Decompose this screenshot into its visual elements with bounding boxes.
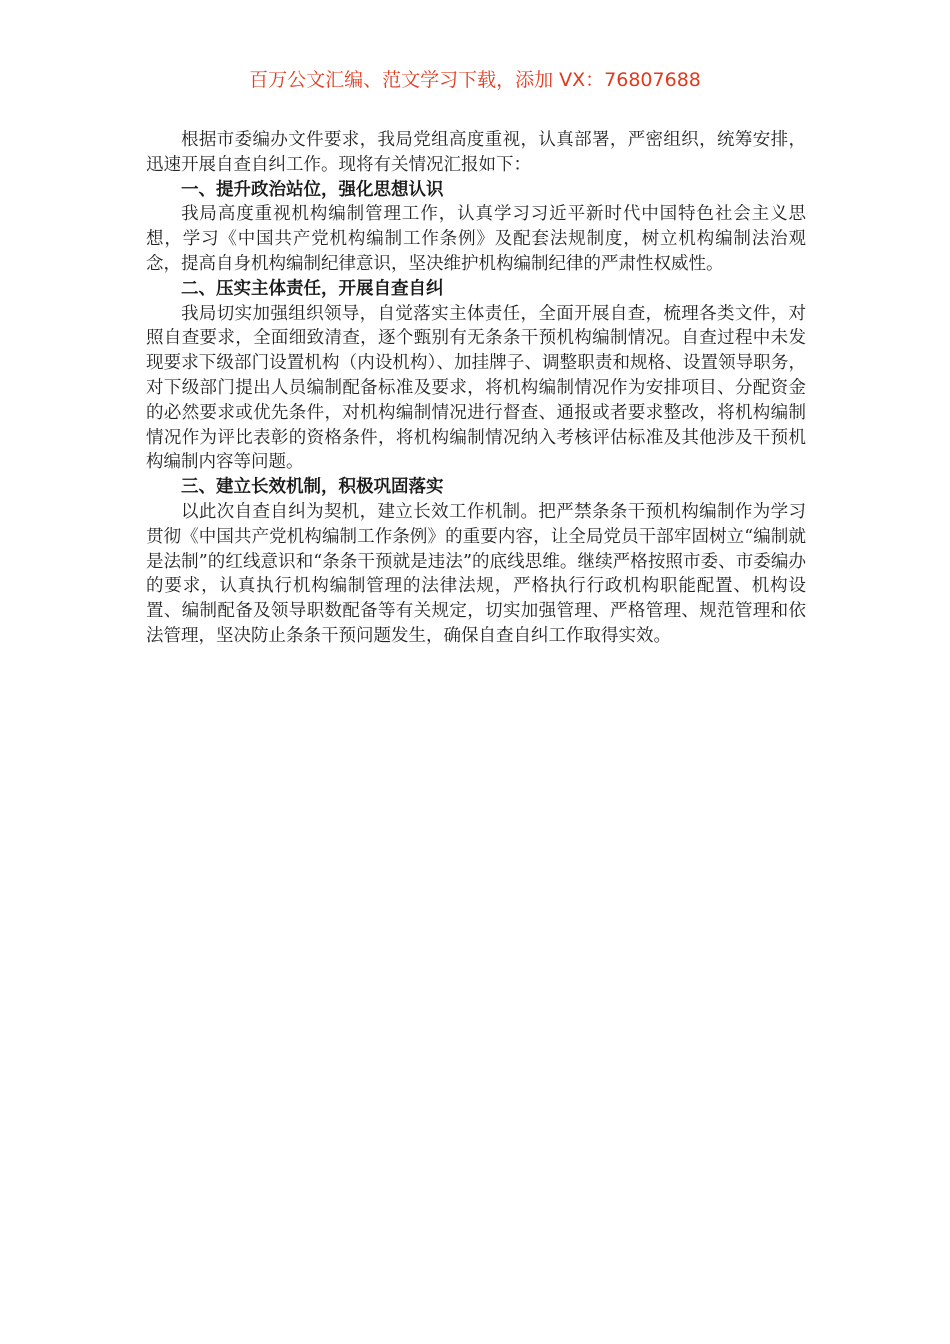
header-banner: 百万公文汇编、范文学习下载，添加 VX：76807688 [249, 69, 701, 91]
intro-paragraph: 根据市委编办文件要求，我局党组高度重视，认真部署，严密组织，统筹安排，迅速开展自查自纠工作。现将有关情况汇报如下： [146, 130, 806, 175]
section-heading-3: 三、建立长效机制，积极巩固落实 [181, 477, 444, 498]
section-body-2: 我局切实加强组织领导，自觉落实主体责任，全面开展自查，梳理各类文件，对照自查要求，全面细致清查，逐个甄别有无条条干预机构编制情况。自查过程中未发现要求下级部门设置机构（内设机构）、加挂牌子、调整职责和规格、设置领导职务，对下级部门提出人员编制配备标准及要求，将机构编制情况作为安排项目、分配资金的必然要求或优先条件，对机构编制情况进行督查、通报或者要求整改，将机构编制情况作为评比表彰的资格条件，将机构编制情况纳入考核评估标准及其他涉及干预机构编制内容等问题。 [146, 303, 806, 473]
section-body-3: 以此次自查自纠为契机，建立长效工作机制。把严禁条条干预机构编制作为学习贯彻《中国共产党机构编制工作条例》的重要内容，让全局党员干部牢固树立“编制就是法制”的红线意识和“条条干预就是违法”的底线思维。继续严格按照市委、市委编办的要求，认真执行机构编制管理的法律法规，严格执行行政机构职能配置、机构设置、编制配备及领导职数配备等有关规定，切实加强管理、严格管理、规范管理和依法管理，坚决防止条条干预问题发生，确保自查自纠工作取得实效。 [146, 501, 806, 646]
section-heading-1: 一、提升政治站位，强化思想认识 [181, 179, 444, 200]
section-body-1: 我局高度重视机构编制管理工作，认真学习习近平新时代中国特色社会主义思想，学习《中国共产党机构编制工作条例》及配套法规制度，树立机构编制法治观念，提高自身机构编制纪律意识，坚决维护机构编制纪律的严肃性权威性。 [146, 204, 806, 274]
document-body [146, 128, 806, 649]
section-heading-2: 二、压实主体责任，开展自查自纠 [181, 278, 444, 299]
